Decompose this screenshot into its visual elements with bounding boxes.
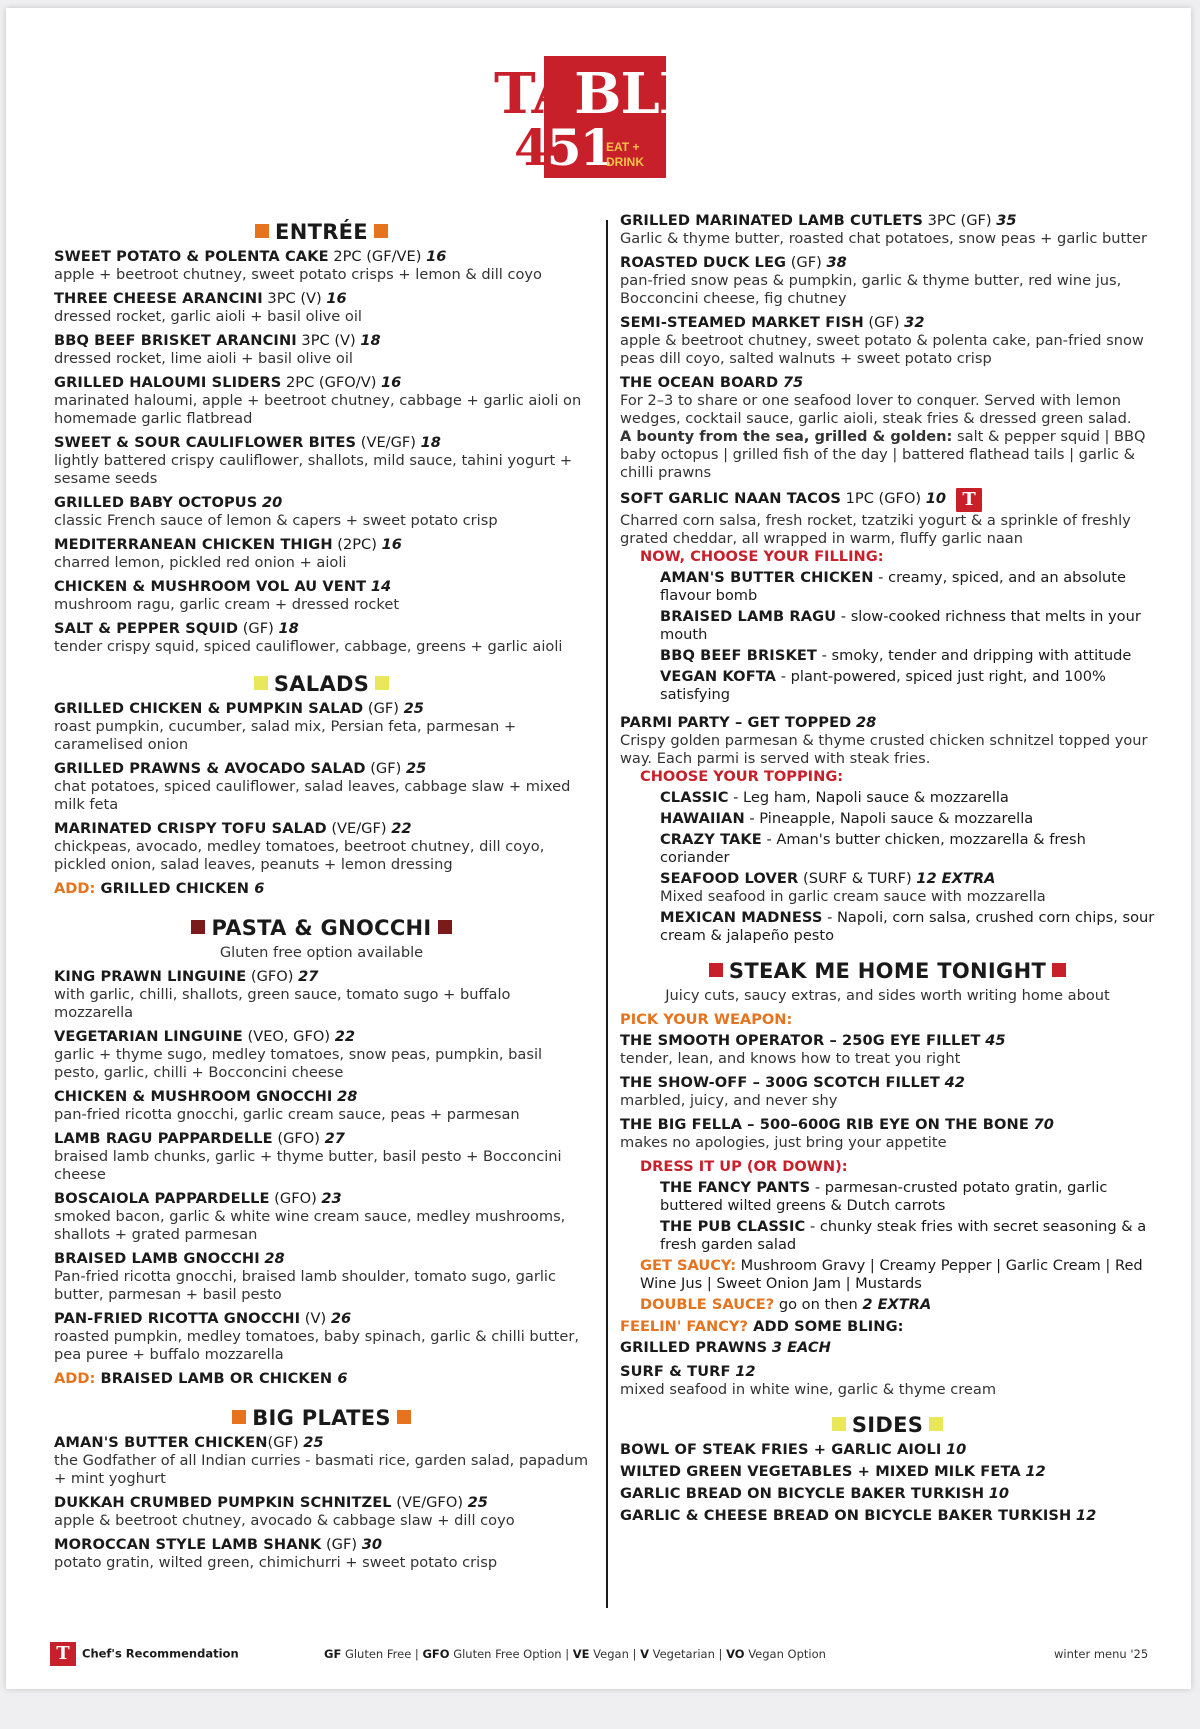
menu-item xyxy=(54,1088,589,1124)
option-name: MEXICAN MADNESS xyxy=(660,909,823,926)
menu-item-parmi-party: PARMI PARTY – GET TOPPED 28 Crispy golden parmesan & thyme crusted chicken schnitzel topped your way. Each parmi is served with steak fries. CHOOSE YOUR TOPPING: CLASSIC - Leg ham, Napoli sauce & mozzarella HAWAIIAN - Pineapple, Napoli sauce & mozzarella CRAZY TAKE - Aman's butter chicken, mozzarella & fresh coriander SEAFOOD LOVER (SURF & TURF) 12 EXTRA Mixed seafood in garlic cream sauce with mozzarella MEXICAN MADNESS - Napoli, corn salsa, crushed corn chips, sour cream & jalapeño pesto xyxy=(620,714,1155,944)
section-title-sides: SIDES xyxy=(620,1411,1155,1439)
item-description: smoked bacon, garlic & white wine cream sauce, medley mushrooms, shallots + grated parmesan xyxy=(54,1208,566,1243)
menu-item-naan-tacos: SOFT GARLIC NAAN TACOS 1PC (GFO) 10 T Charred corn salsa, fresh rocket, tzatziki yogurt & a sprinkle of freshly grated cheddar, all wrapped in warm, fluffy garlic naan NOW, CHOOSE YOUR FILLING: AMAN'S BUTTER CHICKEN - creamy, spiced, and an absolute flavour bomb BRAISED LAMB RAGU - slow-cooked richness that melts in your mouth BBQ BEEF BRISKET - smoky, tender and dripping with attitude VEGAN KOFTA - plant-powered, spiced just right, and 100% satisfying xyxy=(620,488,1155,704)
item-description: lightly battered crispy cauliflower, shallots, mild sauce, tahini yogurt + sesame seeds xyxy=(54,452,573,487)
item-name: LAMB RAGU PAPPARDELLE xyxy=(54,1130,273,1147)
mains-list xyxy=(620,212,1155,368)
side-item xyxy=(620,1463,1155,1481)
item-description: pan-fried snow peas & pumpkin, garlic & thyme butter, red wine jus, Bocconcini cheese, fig chutney xyxy=(620,272,1122,307)
item-tag: (GF) xyxy=(786,254,827,271)
item-name: THE SMOOTH OPERATOR – 250G EYE FILLET xyxy=(620,1032,981,1049)
item-price: 12 xyxy=(1025,1463,1046,1480)
item-description: chat potatoes, spiced cauliflower, salad leaves, cabbage slaw + mixed milk feta xyxy=(54,778,571,813)
right-column xyxy=(620,212,1155,1529)
option-text: - Pineapple, Napoli sauce & mozzarella xyxy=(744,810,1034,827)
menu-item xyxy=(54,1028,589,1082)
column-divider xyxy=(606,220,608,1608)
item-name: ROASTED DUCK LEG xyxy=(620,254,787,271)
dress-options xyxy=(640,1179,1155,1254)
left-column xyxy=(54,212,589,1578)
option-name: THE PUB CLASSIC xyxy=(660,1218,806,1235)
pasta-subtitle: Gluten free option available xyxy=(219,944,424,961)
menu-item xyxy=(54,1190,589,1244)
option-description: Mixed seafood in garlic cream sauce with mozzarella xyxy=(660,888,1046,905)
option-text: - parmesan-crusted potato gratin, garlic buttered wilted greens & Dutch carrots xyxy=(660,1179,1108,1214)
option-name: THE FANCY PANTS xyxy=(660,1179,811,1196)
item-price: 70 xyxy=(1033,1116,1054,1133)
item-price: 18 xyxy=(360,332,381,349)
footer-dietary-legend xyxy=(324,1646,826,1662)
bling-list xyxy=(620,1339,1155,1399)
menu-item xyxy=(54,760,589,814)
filling-option xyxy=(660,569,1155,605)
item-name: MARINATED CRISPY TOFU SALAD xyxy=(54,820,327,837)
item-name: BOSCAIOLA PAPPARDELLE xyxy=(54,1190,270,1207)
topping-option xyxy=(660,909,1155,945)
yellow-square-icon xyxy=(254,676,268,690)
legend-separator: | xyxy=(561,1647,573,1661)
option-text: - plant-powered, spiced just right, and 100% satisfying xyxy=(660,668,1106,703)
get-saucy: GET SAUCY: Mushroom Gravy | Creamy Pepper | Garlic Cream | Red Wine Jus | Sweet Onion Jam | Mustards xyxy=(640,1257,1143,1292)
item-price: 25 xyxy=(405,760,427,777)
legend-code: GF xyxy=(324,1647,342,1661)
item-description: classic French sauce of lemon & capers + sweet potato crisp xyxy=(54,512,498,529)
item-tag: (GF) xyxy=(863,314,905,331)
menu-item xyxy=(54,700,589,754)
item-name: BRAISED LAMB GNOCCHI xyxy=(54,1250,260,1267)
item-price: 16 xyxy=(426,248,447,265)
item-price: 25 xyxy=(303,1434,324,1451)
topping-heading: CHOOSE YOUR TOPPING: xyxy=(640,768,844,785)
topping-option xyxy=(660,870,1155,906)
item-tag: 3PC (V) xyxy=(296,332,361,349)
menu-item xyxy=(620,1339,1155,1357)
menu-item xyxy=(54,290,589,326)
item-description: Pan-fried ricotta gnocchi, braised lamb shoulder, tomato sugo, garlic butter, parmesan + basil pesto xyxy=(54,1268,557,1303)
item-tag: (VE/GF) xyxy=(326,820,392,837)
item-name: GARLIC & CHEESE BREAD ON BICYCLE BAKER TURKISH xyxy=(620,1507,1072,1524)
menu-item xyxy=(54,1310,589,1364)
item-description: marbled, juicy, and never shy xyxy=(620,1092,838,1109)
item-name: GRILLED CHICKEN & PUMPKIN SALAD xyxy=(54,700,364,717)
menu-item xyxy=(54,332,589,368)
legend-text: Vegetarian xyxy=(648,1647,715,1661)
option-name: SEAFOOD LOVER xyxy=(660,870,799,887)
dark-red-square-icon xyxy=(191,920,205,934)
item-description: chickpeas, avocado, medley tomatoes, beetroot chutney, dill coyo, pickled onion, salad leaves, peanuts + lemon dressing xyxy=(54,838,545,873)
legend-separator: | xyxy=(714,1647,727,1661)
option-name: CLASSIC xyxy=(660,789,729,806)
steak-list xyxy=(620,1032,1155,1152)
option-text: - creamy, spiced, and an absolute flavour bomb xyxy=(660,569,1126,604)
item-name: AMAN'S BUTTER CHICKEN xyxy=(54,1434,268,1451)
legend-code: GFO xyxy=(422,1647,450,1661)
chefs-recommendation-icon: T xyxy=(956,488,982,512)
dress-option xyxy=(660,1179,1155,1215)
item-price: 16 xyxy=(381,374,402,391)
item-description: roast pumpkin, cucumber, salad mix, Persian feta, parmesan + caramelised onion xyxy=(54,718,517,753)
logo-wordmark: TABLE xyxy=(494,61,701,127)
footer-chef-recommendation: T Chef's Recommendation xyxy=(50,1642,239,1666)
option-name: BBQ BEEF BRISKET xyxy=(660,647,817,664)
item-description: dressed rocket, lime aioli + basil olive oil xyxy=(54,350,353,367)
menu-item xyxy=(54,494,589,530)
legend-code: VE xyxy=(572,1647,590,1661)
item-description: marinated haloumi, apple + beetroot chutney, cabbage + garlic aioli on homemade garlic flatbread xyxy=(54,392,582,427)
pasta-list xyxy=(54,968,589,1364)
legend-text: Gluten Free Option xyxy=(449,1647,562,1661)
section-title-pasta: PASTA & GNOCCHI xyxy=(54,914,589,942)
legend-text: Vegan xyxy=(589,1647,629,1661)
item-name: PAN-FRIED RICOTTA GNOCCHI xyxy=(54,1310,301,1327)
table-451-logo xyxy=(494,56,720,186)
option-name: HAWAIIAN xyxy=(660,810,745,827)
option-name: CRAZY TAKE xyxy=(660,831,762,848)
option-tag: (SURF & TURF) xyxy=(798,870,917,887)
filling-option xyxy=(660,668,1155,704)
item-price: 32 xyxy=(904,314,925,331)
item-price: 28 xyxy=(264,1250,285,1267)
menu-item xyxy=(54,620,589,656)
legend-separator: | xyxy=(411,1647,423,1661)
menu-item xyxy=(54,578,589,614)
item-tag: (V) xyxy=(300,1310,331,1327)
item-tag: (GFO) xyxy=(269,1190,322,1207)
menu-item xyxy=(54,820,589,874)
menu-item xyxy=(54,1130,589,1184)
item-name: SWEET & SOUR CAULIFLOWER BITES xyxy=(54,434,357,451)
menu-page xyxy=(6,8,1191,1689)
item-tag: 2PC (GF/VE) xyxy=(328,248,427,265)
item-price: 20 xyxy=(261,494,283,511)
item-price: 10 xyxy=(988,1485,1010,1502)
option-price: 12 EXTRA xyxy=(916,870,996,887)
menu-item xyxy=(54,1250,589,1304)
item-tag: (GF) xyxy=(238,620,279,637)
item-description: charred lemon, pickled red onion + aioli xyxy=(54,554,347,571)
item-price: 18 xyxy=(278,620,299,637)
menu-item xyxy=(54,374,589,428)
sides-list xyxy=(620,1441,1155,1525)
item-price: 42 xyxy=(944,1074,965,1091)
option-text: - slow-cooked richness that melts in your mouth xyxy=(660,608,1141,643)
item-name: GRILLED MARINATED LAMB CUTLETS xyxy=(620,212,923,229)
item-price: 22 xyxy=(391,820,412,837)
item-tag: (VE/GFO) xyxy=(391,1494,468,1511)
item-description: mushroom ragu, garlic cream + dressed rocket xyxy=(54,596,400,613)
item-price: 12 xyxy=(1075,1507,1097,1524)
item-tag: 2PC (GFO/V) xyxy=(281,374,382,391)
item-name: SEMI-STEAMED MARKET FISH xyxy=(620,314,864,331)
item-tag: (2PC) xyxy=(332,536,382,553)
section-title-big-plates: BIG PLATES xyxy=(54,1404,589,1432)
menu-item xyxy=(620,1074,1155,1110)
filling-option xyxy=(660,608,1155,644)
item-description: apple & beetroot chutney, avocado & cabbage slaw + dill coyo xyxy=(54,1512,515,1529)
item-price: 25 xyxy=(467,1494,488,1511)
item-tag: (GF) xyxy=(363,700,404,717)
option-text: - smoky, tender and dripping with attitude xyxy=(816,647,1132,664)
section-title-steak: STEAK ME HOME TONIGHT xyxy=(620,957,1155,985)
item-price: 45 xyxy=(985,1032,1006,1049)
item-price: 10 xyxy=(946,1441,967,1458)
item-price: 28 xyxy=(337,1088,358,1105)
yellow-square-icon xyxy=(832,1417,846,1431)
item-name: SWEET POTATO & POLENTA CAKE xyxy=(54,248,329,265)
side-item xyxy=(620,1485,1155,1503)
item-description: apple & beetroot chutney, sweet potato & polenta cake, pan-fried snow peas dill coyo, salted walnuts + sweet potato crisp xyxy=(620,332,1144,367)
menu-item xyxy=(620,212,1155,248)
item-description: pan-fried ricotta gnocchi, garlic cream sauce, peas + parmesan xyxy=(54,1106,520,1123)
orange-square-icon xyxy=(374,224,388,238)
item-name: THE BIG FELLA – 500–600G RIB EYE ON THE BONE xyxy=(620,1116,1029,1133)
item-price: 3 EACH xyxy=(771,1339,831,1356)
item-tag: (VEO, GFO) xyxy=(242,1028,335,1045)
topping-option xyxy=(660,831,1155,867)
option-name: AMAN'S BUTTER CHICKEN xyxy=(660,569,874,586)
item-tag: (GF) xyxy=(267,1434,304,1451)
big-plates-list xyxy=(54,1434,589,1572)
item-description: braised lamb chunks, garlic + thyme butter, basil pesto + Bocconcini cheese xyxy=(54,1148,562,1183)
item-description: dressed rocket, garlic aioli + basil olive oil xyxy=(54,308,362,325)
item-name: THREE CHEESE ARANCINI xyxy=(54,290,263,307)
item-price: 38 xyxy=(826,254,847,271)
item-price: 35 xyxy=(996,212,1017,229)
orange-square-icon xyxy=(255,224,269,238)
item-name: BOWL OF STEAK FRIES + GARLIC AIOLI xyxy=(620,1441,942,1458)
salads-add-on: ADD: GRILLED CHICKEN 6 xyxy=(54,880,265,897)
item-name: MEDITERRANEAN CHICKEN THIGH xyxy=(54,536,333,553)
legend-separator: | xyxy=(628,1647,641,1661)
legend-text: Vegan Option xyxy=(744,1647,826,1661)
double-sauce: DOUBLE SAUCE? go on then 2 EXTRA xyxy=(640,1296,932,1313)
menu-item xyxy=(620,1116,1155,1152)
topping-options xyxy=(640,789,1155,945)
logo-number: 451 xyxy=(514,118,613,177)
footer-season: winter menu '25 xyxy=(1054,1647,1149,1661)
item-name: GRILLED PRAWNS xyxy=(620,1339,768,1356)
menu-item xyxy=(54,1494,589,1530)
chefs-recommendation-icon: T xyxy=(50,1642,76,1666)
item-tag: (GF) xyxy=(321,1536,362,1553)
item-description: garlic + thyme sugo, medley tomatoes, snow peas, pumpkin, basil pesto, garlic, chilli + Bocconcini cheese xyxy=(54,1046,543,1081)
legend-text: Gluten Free xyxy=(341,1647,412,1661)
menu-item xyxy=(54,248,589,284)
item-price: 18 xyxy=(420,434,441,451)
topping-option xyxy=(660,810,1155,828)
item-description: mixed seafood in white wine, garlic & thyme cream xyxy=(620,1381,997,1398)
red-square-icon xyxy=(1052,963,1066,977)
option-name: VEGAN KOFTA xyxy=(660,668,777,685)
menu-item xyxy=(54,536,589,572)
item-name: VEGETARIAN LINGUINE xyxy=(54,1028,243,1045)
item-description: makes no apologies, just bring your appetite xyxy=(620,1134,947,1151)
item-name: CHICKEN & MUSHROOM VOL AU VENT xyxy=(54,578,367,595)
item-name: WILTED GREEN VEGETABLES + MIXED MILK FETA xyxy=(620,1463,1021,1480)
orange-square-icon xyxy=(397,1410,411,1424)
item-price: 30 xyxy=(361,1536,383,1553)
item-tag: (GF) xyxy=(365,760,406,777)
item-price: 27 xyxy=(298,968,319,985)
option-text: - Leg ham, Napoli sauce & mozzarella xyxy=(728,789,1009,806)
red-square-icon xyxy=(709,963,723,977)
item-description: apple + beetroot chutney, sweet potato crisps + lemon & dill coyo xyxy=(54,266,542,283)
item-name: GRILLED PRAWNS & AVOCADO SALAD xyxy=(54,760,366,777)
item-tag: (GFO) xyxy=(246,968,299,985)
dress-heading: DRESS IT UP (OR DOWN): xyxy=(640,1158,848,1175)
item-description: tender, lean, and knows how to treat you right xyxy=(620,1050,961,1067)
item-price: 27 xyxy=(324,1130,345,1147)
menu-item xyxy=(54,434,589,488)
item-price: 22 xyxy=(334,1028,356,1045)
logo-eat-drink: EAT + DRINK xyxy=(606,140,644,169)
item-name: GRILLED BABY OCTOPUS xyxy=(54,494,258,511)
option-text: - Aman's butter chicken, mozzarella & fresh coriander xyxy=(660,831,1086,866)
menu-item xyxy=(54,968,589,1022)
item-name: SALT & PEPPER SQUID xyxy=(54,620,239,637)
item-name: CHICKEN & MUSHROOM GNOCCHI xyxy=(54,1088,333,1105)
item-tag: (GFO) xyxy=(272,1130,325,1147)
item-name: MOROCCAN STYLE LAMB SHANK xyxy=(54,1536,322,1553)
item-price: 14 xyxy=(370,578,392,595)
item-description: potato gratin, wilted green, chimichurri + sweet potato crisp xyxy=(54,1554,498,1571)
item-description: tender crispy squid, spiced cauliflower, cabbage, greens + garlic aioli xyxy=(54,638,563,655)
item-price: 12 xyxy=(735,1363,756,1380)
item-name: SURF & TURF xyxy=(620,1363,731,1380)
item-price: 16 xyxy=(326,290,347,307)
menu-item xyxy=(620,1363,1155,1399)
filling-options xyxy=(640,569,1155,704)
menu-item xyxy=(620,314,1155,368)
entree-list xyxy=(54,248,589,656)
option-text: - chunky steak fries with secret seasoning & a fresh garden salad xyxy=(660,1218,1147,1253)
section-title-salads: SALADS xyxy=(54,670,589,698)
pasta-add-on: ADD: BRAISED LAMB OR CHICKEN 6 xyxy=(54,1370,348,1387)
menu-item-ocean-board: THE OCEAN BOARD 75 For 2–3 to share or one seafood lover to conquer. Served with lemon wedges, cocktail sauce, garlic aioli, steak fries & dressed green salad. A bounty from the sea, grilled & golden: salt & pepper squid | BBQ baby octopus | grilled fish of the day | battered flathead tails | garlic & chilli prawns xyxy=(620,374,1146,481)
item-price: 25 xyxy=(403,700,424,717)
item-tag: 3PC (GF) xyxy=(922,212,997,229)
salads-list xyxy=(54,700,589,874)
item-description: Garlic & thyme butter, roasted chat potatoes, snow peas + garlic butter xyxy=(620,230,1147,247)
item-tag: 3PC (V) xyxy=(262,290,327,307)
section-title-entree: ENTRÉE xyxy=(54,218,589,246)
legend-code: VO xyxy=(726,1647,745,1661)
item-price: 26 xyxy=(330,1310,352,1327)
item-name: KING PRAWN LINGUINE xyxy=(54,968,247,985)
side-item xyxy=(620,1507,1155,1525)
item-name: GRILLED HALOUMI SLIDERS xyxy=(54,374,282,391)
steak-subtitle: Juicy cuts, saucy extras, and sides worth writing home about xyxy=(665,987,1110,1004)
item-name: BBQ BEEF BRISKET ARANCINI xyxy=(54,332,297,349)
yellow-square-icon xyxy=(375,676,389,690)
option-name: BRAISED LAMB RAGU xyxy=(660,608,837,625)
topping-option xyxy=(660,789,1155,807)
item-name: DUKKAH CRUMBED PUMPKIN SCHNITZEL xyxy=(54,1494,392,1511)
filling-heading: NOW, CHOOSE YOUR FILLING: xyxy=(640,548,884,565)
dark-red-square-icon xyxy=(438,920,452,934)
item-price: 16 xyxy=(381,536,402,553)
item-description: the Godfather of all Indian curries - basmati rice, garden salad, papadum + mint yoghurt xyxy=(54,1452,589,1487)
item-price: 23 xyxy=(321,1190,342,1207)
option-text: - Napoli, corn salsa, crushed corn chips, sour cream & jalapeño pesto xyxy=(660,909,1155,944)
pick-weapon-heading: PICK YOUR WEAPON: xyxy=(620,1011,793,1028)
menu-item xyxy=(620,254,1155,308)
orange-square-icon xyxy=(232,1410,246,1424)
dress-option xyxy=(660,1218,1155,1254)
menu-item xyxy=(54,1536,589,1572)
yellow-square-icon xyxy=(929,1417,943,1431)
item-description: with garlic, chilli, shallots, green sauce, tomato sugo + buffalo mozzarella xyxy=(54,986,511,1021)
item-description: roasted pumpkin, medley tomatoes, baby spinach, garlic & chilli butter, pea puree + buffalo mozzarella xyxy=(54,1328,579,1363)
item-name: GARLIC BREAD ON BICYCLE BAKER TURKISH xyxy=(620,1485,985,1502)
item-tag: (VE/GF) xyxy=(356,434,421,451)
legend-code: V xyxy=(640,1647,649,1661)
feelin-fancy: FEELIN' FANCY? ADD SOME BLING: xyxy=(620,1318,904,1335)
side-item xyxy=(620,1441,1155,1459)
filling-option xyxy=(660,647,1155,665)
item-name: THE SHOW-OFF – 300G SCOTCH FILLET xyxy=(620,1074,940,1091)
menu-item xyxy=(620,1032,1155,1068)
menu-item xyxy=(54,1434,589,1488)
